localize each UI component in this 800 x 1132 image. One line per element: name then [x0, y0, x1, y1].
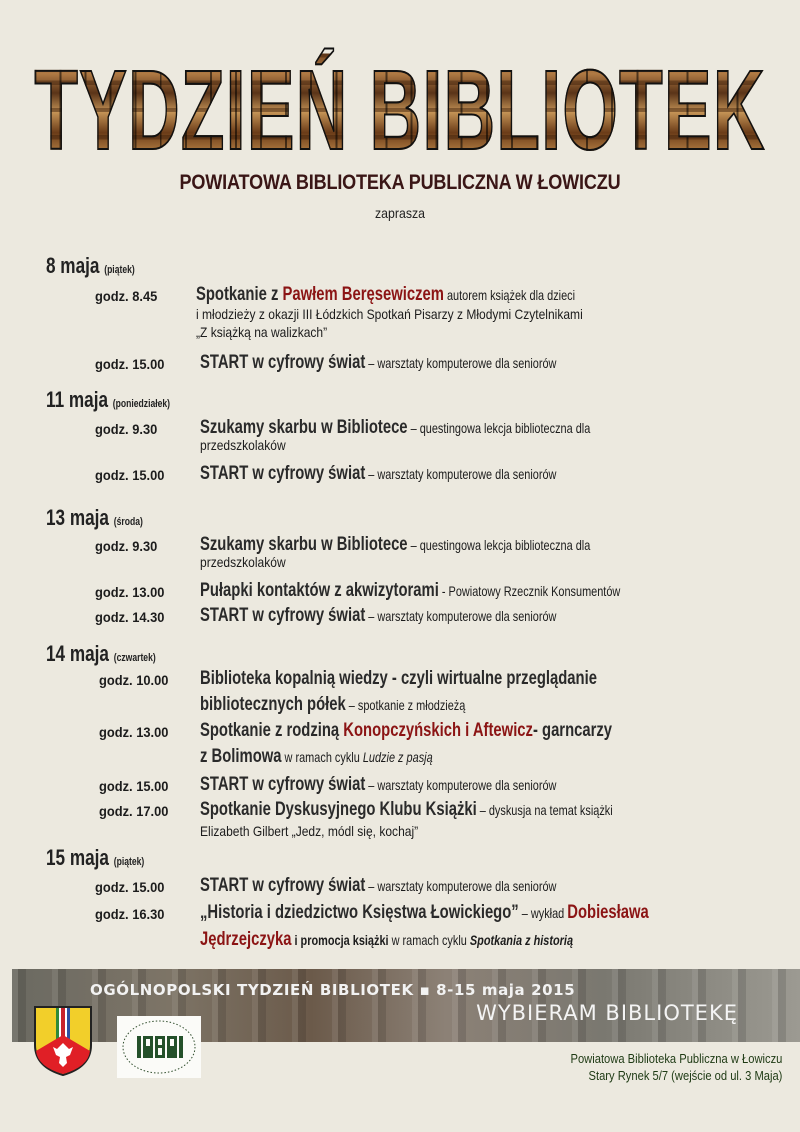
banner-slogan: WYBIERAM BIBLIOTEKĘ — [476, 1001, 738, 1025]
poster-title — [34, 45, 766, 173]
event-line — [196, 324, 327, 342]
event-text: Szukamy skarbu w Bibliotece — [200, 417, 408, 438]
event-text: Biblioteka kopalnią wiedzy - czyli wirtualne przeglądanie — [200, 668, 597, 689]
day-date: 11 maja — [46, 387, 109, 412]
event-text: Elizabeth Gilbert „Jedz, módl się, kochaj” — [200, 823, 419, 839]
event-text: z Bolimowa — [200, 746, 282, 767]
day-weekday: (piątek) — [104, 264, 135, 276]
event-line — [196, 306, 583, 324]
event-text: – warsztaty komputerowe dla seniorów — [365, 777, 557, 793]
event-line — [200, 746, 433, 768]
day-heading — [46, 641, 156, 667]
day-weekday: (poniedziałek) — [112, 398, 171, 410]
event-line — [200, 605, 556, 627]
guest-name: Pawłem Beręsewiczem — [282, 284, 444, 305]
event-text: – questingowa lekcja biblioteczna dla — [407, 420, 591, 436]
banner-headline: OGÓLNOPOLSKI TYDZIEŃ BIBLIOTEK ▪ 8-15 maja 2015 — [90, 981, 576, 999]
event-line — [200, 580, 620, 602]
title-text: TYDZIEŃ BIBLIOTEK — [34, 45, 766, 173]
day-heading — [46, 253, 135, 279]
day-heading — [46, 845, 144, 871]
event-line — [200, 534, 590, 556]
event-text: przedszkolaków — [200, 437, 286, 453]
guest-name: Dobiesława — [567, 902, 649, 923]
event-text: Szukamy skarbu w Bibliotece — [200, 534, 408, 555]
event-line — [200, 554, 286, 572]
event-text: przedszkolaków — [200, 554, 286, 570]
event-text: autorem książek dla dzieci — [443, 287, 576, 303]
event-line — [200, 720, 612, 742]
event-time: godz. 8.45 — [95, 288, 158, 304]
event-text: START w cyfrowy świat — [200, 605, 366, 626]
event-line — [200, 774, 556, 796]
event-text: - garncarzy — [532, 720, 613, 741]
day-weekday: (środa) — [113, 516, 143, 528]
event-line — [200, 799, 613, 821]
event-time: godz. 10.00 — [99, 672, 169, 688]
event-text: – warsztaty komputerowe dla seniorów — [365, 608, 557, 624]
event-text: – warsztaty komputerowe dla seniorów — [365, 355, 557, 371]
event-text: Spotkanie z rodziną — [200, 720, 344, 741]
library-address — [570, 1050, 782, 1084]
guest-name: Jędrzejczyka — [200, 929, 292, 950]
event-text: Spotkanie Dyskusyjnego Klubu Książki — [200, 799, 477, 820]
event-time: godz. 15.00 — [95, 467, 165, 483]
event-time: godz. 14.30 — [95, 609, 165, 625]
event-text: - Powiatowy Rzecznik Konsumentów — [438, 583, 621, 599]
library-street: Stary Rynek 5/7 (wejście od ul. 3 Maja) — [588, 1068, 782, 1083]
guest-name: Konopczyńskich i Aftewicz — [343, 720, 533, 741]
organizer-name: POWIATOWA BIBLIOTEKA PUBLICZNA W ŁOWICZU — [179, 171, 621, 194]
event-text: w ramach cyklu — [281, 749, 363, 765]
event-text: i młodzieży z okazji III Łódzkich Spotkań Pisarzy z Młodymi Czytelnikami — [196, 306, 583, 322]
event-line — [200, 668, 597, 690]
event-text: bibliotecznych półek — [200, 694, 346, 715]
event-time: godz. 15.00 — [95, 356, 165, 372]
invite-text: zaprasza — [375, 205, 425, 221]
event-text: Spotkania z historią — [469, 932, 574, 948]
event-text: – spotkanie z młodzieżą — [345, 697, 466, 713]
event-text: START w cyfrowy świat — [200, 352, 366, 373]
day-weekday: (czwartek) — [113, 652, 156, 664]
event-line — [200, 463, 556, 485]
event-line — [200, 437, 286, 455]
day-date: 14 maja — [46, 641, 109, 666]
event-text: „Historia i dziedzictwo Księstwa Łowickiego” — [200, 902, 519, 923]
event-time: godz. 15.00 — [95, 879, 165, 895]
event-line — [200, 875, 556, 897]
event-text: – warsztaty komputerowe dla seniorów — [365, 466, 557, 482]
event-text: START w cyfrowy świat — [200, 463, 366, 484]
event-text: Ludzie z pasją — [362, 749, 433, 765]
library-logo — [117, 1016, 201, 1078]
event-text: – dyskusja na temat książki — [476, 802, 613, 818]
day-date: 8 maja — [46, 253, 100, 278]
day-heading — [46, 505, 143, 531]
event-time: godz. 13.00 — [95, 584, 165, 600]
event-text: i promocja książki — [291, 932, 389, 948]
coat-of-arms-icon — [33, 1005, 93, 1077]
event-time: godz. 9.30 — [95, 421, 158, 437]
event-time: godz. 13.00 — [99, 724, 169, 740]
library-logo-icon — [119, 1018, 199, 1076]
event-text: START w cyfrowy świat — [200, 875, 366, 896]
event-line — [200, 694, 465, 716]
event-text: Spotkanie z — [196, 284, 283, 305]
event-line — [200, 417, 590, 439]
day-date: 15 maja — [46, 845, 109, 870]
event-line — [200, 902, 649, 924]
event-text: – wykład — [518, 905, 568, 921]
event-text: – questingowa lekcja biblioteczna dla — [407, 537, 591, 553]
event-line — [200, 929, 573, 951]
event-line — [196, 284, 575, 306]
event-time: godz. 9.30 — [95, 538, 158, 554]
event-line — [200, 352, 556, 374]
library-name: Powiatowa Biblioteka Publiczna w Łowiczu — [570, 1051, 782, 1066]
event-time: godz. 15.00 — [99, 778, 169, 794]
event-time: godz. 17.00 — [99, 803, 169, 819]
event-text: – warsztaty komputerowe dla seniorów — [365, 878, 557, 894]
event-time: godz. 16.30 — [95, 906, 165, 922]
day-heading — [46, 387, 170, 413]
day-weekday: (piątek) — [113, 856, 145, 868]
event-line — [200, 823, 418, 841]
event-text: START w cyfrowy świat — [200, 774, 366, 795]
event-text: w ramach cyklu — [388, 932, 470, 948]
event-text: „Z książką na walizkach” — [196, 324, 328, 340]
event-text: Pułapki kontaktów z akwizytorami — [200, 580, 439, 601]
day-date: 13 maja — [46, 505, 109, 530]
